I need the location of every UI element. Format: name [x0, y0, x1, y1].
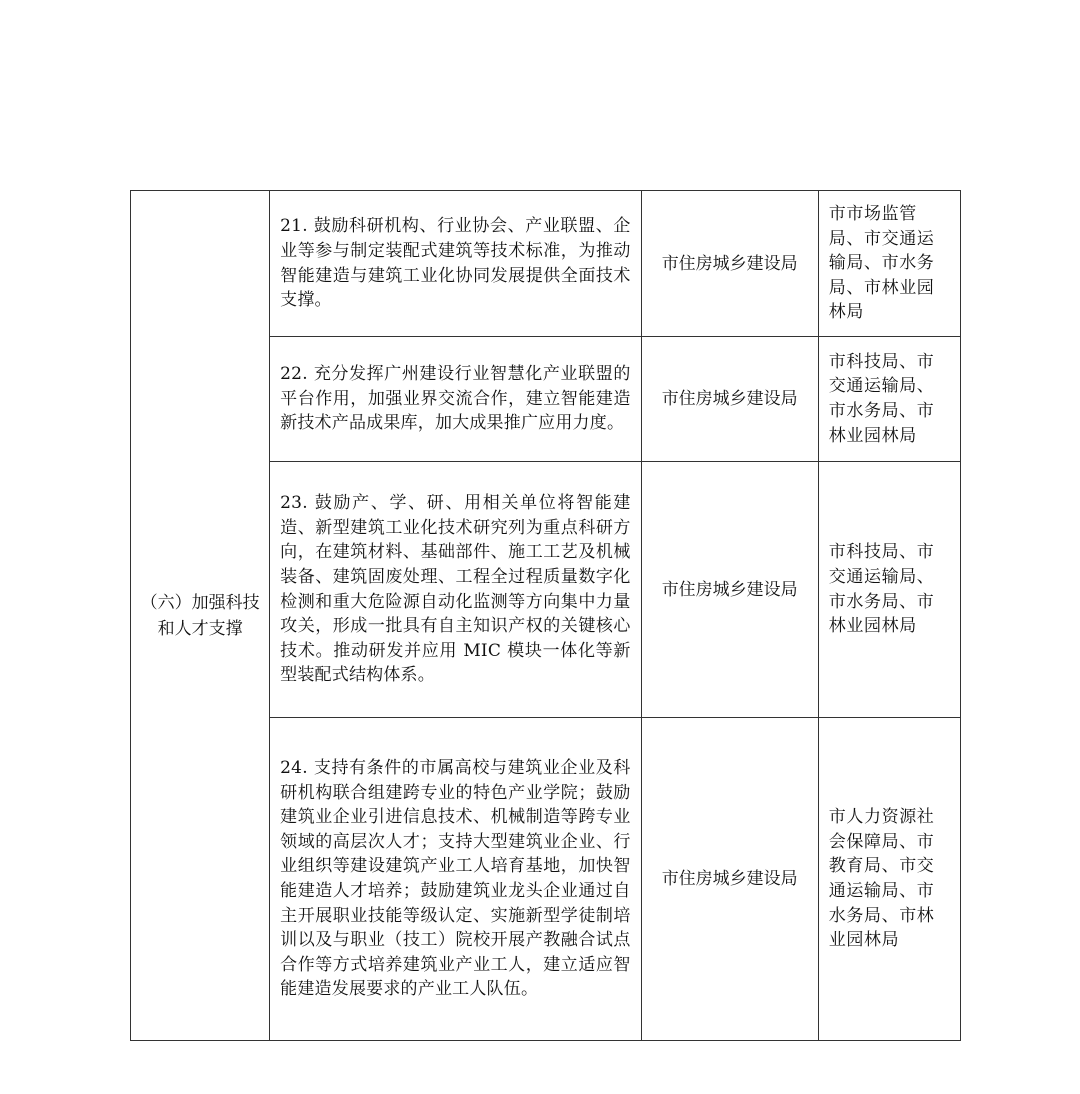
task-content-cell	[270, 191, 641, 337]
category-cell	[131, 191, 270, 1041]
cooperating-units: 市科技局、市交通运输局、市水务局、市林业园林局	[828, 542, 935, 637]
task-content: 22. 充分发挥广州建设行业智慧化产业联盟的平台作用，加强业界交流合作，建立智能建造新技术产品成果库，加大成果推广应用力度。	[280, 364, 631, 434]
category-label: （六）加强科技和人才支撑	[140, 592, 260, 639]
lead-unit-cell	[641, 337, 818, 462]
task-table	[130, 190, 961, 1041]
lead-unit: 市住房城乡建设局	[661, 869, 798, 889]
task-content: 21. 鼓励科研机构、行业协会、产业联盟、企业等参与制定装配式建筑等技术标准，为推动智能建造与建筑工业化协同发展提供全面技术支撑。	[280, 216, 631, 311]
task-content-cell	[270, 462, 641, 718]
task-content: 23. 鼓励产、学、研、用相关单位将智能建造、新型建筑工业化技术研究列为重点科研方向，在建筑材料、基础部件、施工工艺及机械装备、建筑固废处理、工程全过程质量数字化检测和重大危险源自动化监测等方向集中力量攻关，形成一批具有自主知识产权的关键核心技术。推动研发并应用 MIC 模块一体化等新型装配式结构体系。	[280, 493, 631, 686]
cooperating-units: 市市场监管局、市交通运输局、市水务局、市林业园林局	[828, 204, 935, 323]
task-content: 24. 支持有条件的市属高校与建筑业企业及科研机构联合组建跨专业的特色产业学院；鼓励建筑业企业引进信息技术、机械制造等跨专业领域的高层次人才；支持大型建筑业企业、行业组织等建设建筑产业工人培育基地，加快智能建造人才培养；鼓励建筑业龙头企业通过自主开展职业技能等级认定、实施新型学徒制培训以及与职业（技工）院校开展产教融合试点合作等方式培养建筑业产业工人，建立适应智能建造发展要求的产业工人队伍。	[280, 758, 631, 1000]
cooperating-units-cell	[818, 462, 960, 718]
cooperating-units-cell	[818, 718, 960, 1041]
lead-unit: 市住房城乡建设局	[661, 253, 798, 274]
lead-unit-cell	[641, 191, 818, 337]
task-content-cell	[270, 337, 641, 462]
lead-unit: 市住房城乡建设局	[661, 389, 798, 409]
lead-unit-cell	[641, 462, 818, 718]
lead-unit: 市住房城乡建设局	[661, 579, 798, 600]
task-content-cell	[270, 718, 641, 1041]
cooperating-units: 市科技局、市交通运输局、市水务局、市林业园林局	[828, 351, 935, 446]
table-row	[131, 191, 961, 337]
lead-unit-cell	[641, 718, 818, 1041]
cooperating-units-cell	[818, 191, 960, 337]
cooperating-units: 市人力资源社会保障局、市教育局、市交通运输局、市水务局、市林业园林局	[828, 807, 935, 951]
cooperating-units-cell	[818, 337, 960, 462]
